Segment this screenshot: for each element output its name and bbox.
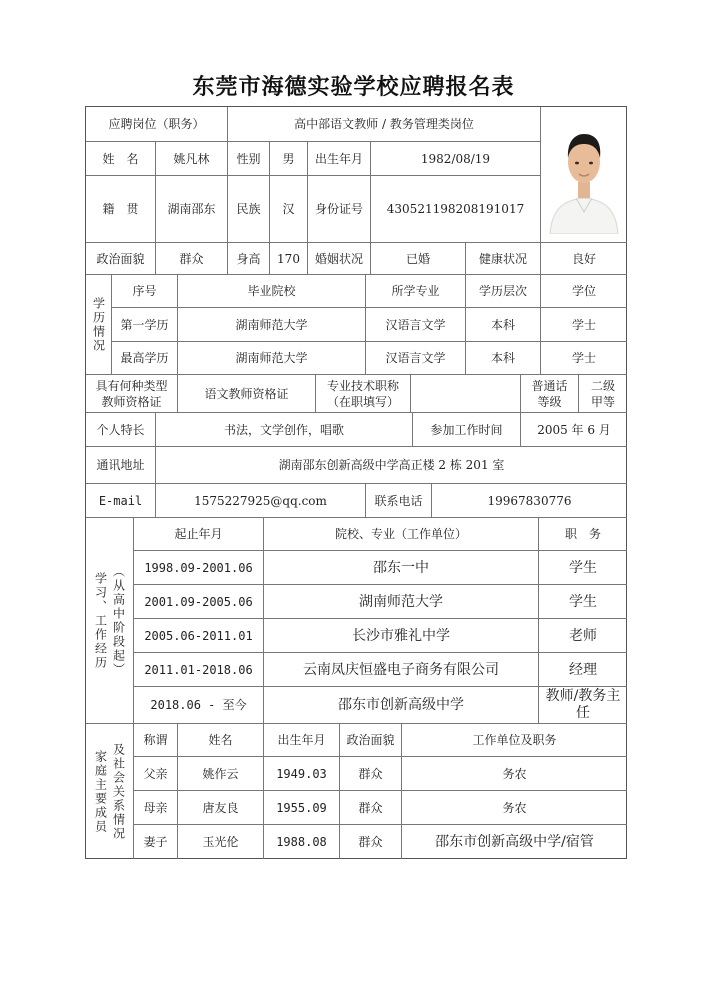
address-label: 通讯地址 [86,447,156,484]
exp-row-role: 老师 [539,619,627,653]
email-label: E-mail [86,484,156,518]
edu-row-major: 汉语言文学 [366,342,466,375]
health-label: 健康状况 [466,243,541,275]
family-label-main: 家庭主要成员 [93,749,108,834]
edu-row-major: 汉语言文学 [366,308,466,342]
work-start-label: 参加工作时间 [413,413,521,447]
family-row-relation: 母亲 [134,791,178,825]
experience-label-sub: （从高中阶段起） [111,564,126,677]
skills-label: 个人特长 [86,413,156,447]
family-row-relation: 父亲 [134,757,178,791]
exp-row-role: 教师/教务主任 [539,687,627,724]
family-header-relation: 称谓 [134,724,178,757]
family-row-political: 群众 [340,825,402,859]
mandarin-label-line1: 普通话 [531,378,568,393]
prof-title-label-line2: （在职填写） [326,394,399,409]
name-label: 姓 名 [86,142,156,176]
exp-row-institution: 邵东市创新高级中学 [264,687,539,724]
education-section-label: 学历情况 [86,275,112,375]
edu-header-major: 所学专业 [366,275,466,308]
family-row-political: 群众 [340,757,402,791]
political-value: 群众 [156,243,228,275]
edu-row-level: 本科 [466,342,541,375]
id-label: 身份证号 [308,176,371,243]
family-row-birth: 1955.09 [264,791,340,825]
prof-title-label-line1: 专业技术职称 [326,378,399,393]
exp-row-period: 2018.06 - 至今 [134,687,264,724]
edu-header-level: 学历层次 [466,275,541,308]
edu-row-degree: 学士 [541,342,627,375]
mandarin-value-line1: 二级 [590,378,615,393]
experience-section-label [86,518,134,724]
origin-value: 湖南邵东 [156,176,228,243]
gender-label: 性别 [228,142,270,176]
phone-label: 联系电话 [366,484,432,518]
prof-title-value [411,375,521,413]
address-value: 湖南邵东创新高级中学高正楼 2 栋 201 室 [156,447,627,484]
page-title: 东莞市海德实验学校应聘报名表 [192,75,515,100]
family-header-birth: 出生年月 [264,724,340,757]
marital-value: 已婚 [371,243,466,275]
edu-header-degree: 学位 [541,275,627,308]
qualification-value: 语文教师资格证 [178,375,316,413]
exp-row-period: 1998.09-2001.06 [134,551,264,585]
edu-row-school: 湖南师范大学 [178,342,366,375]
exp-row-institution: 长沙市雅礼中学 [264,619,539,653]
family-row-work: 邵东市创新高级中学/宿管 [435,834,594,850]
exp-row-period: 2005.06-2011.01 [134,619,264,653]
edu-row-school: 湖南师范大学 [178,308,366,342]
email-value: 1575227925@qq.com [156,484,366,518]
application-form [85,106,627,859]
position-value: 高中部语文教师 / 教务管理类岗位 [228,107,541,142]
family-row-relation: 妻子 [134,825,178,859]
id-value: 430521198208191017 [371,176,541,243]
origin-label: 籍 贯 [86,176,156,243]
exp-row-role: 经理 [539,653,627,687]
skills-value: 书法，文学创作，唱歌 [156,413,413,447]
exp-row-role: 学生 [539,551,627,585]
family-row-political: 群众 [340,791,402,825]
phone-value: 19967830776 [432,484,627,518]
family-header-name: 姓名 [178,724,264,757]
photo-cell [541,107,627,243]
family-row-name: 唐友良 [178,791,264,825]
exp-header-period: 起止年月 [134,518,264,551]
family-row-name: 姚作云 [178,757,264,791]
gender-value: 男 [270,142,308,176]
exp-header-role: 职 务 [539,518,627,551]
family-header-political: 政治面貌 [340,724,402,757]
edu-row-level: 本科 [466,308,541,342]
applicant-photo [546,116,622,234]
family-row-birth: 1988.08 [264,825,340,859]
family-header-work: 工作单位及职务 [402,724,627,757]
qualification-label [86,375,178,413]
family-section-label [86,724,134,859]
exp-row-institution: 云南凤庆恒盛电子商务有限公司 [264,653,539,687]
edu-header-seq: 序号 [112,275,178,308]
prof-title-label [316,375,411,413]
ethnic-label: 民族 [228,176,270,243]
name-value: 姚凡林 [156,142,228,176]
edu-row-type: 第一学历 [112,308,178,342]
exp-row-period: 2001.09-2005.06 [134,585,264,619]
mandarin-label [521,375,579,413]
mandarin-value [579,375,627,413]
qualification-label-line2: 教师资格证 [101,394,162,409]
exp-row-institution: 邵东一中 [264,551,539,585]
height-value: 170 [270,243,308,275]
experience-label-main: 学习、工作经历 [93,571,108,670]
birth-label: 出生年月 [308,142,371,176]
work-start-value: 2005 年 6 月 [521,413,627,447]
family-row-birth: 1949.03 [264,757,340,791]
family-label-sub: 及社会关系情况 [111,742,126,841]
height-label: 身高 [228,243,270,275]
position-label: 应聘岗位（职务） [86,107,228,142]
mandarin-value-line2: 甲等 [590,394,615,409]
edu-row-degree: 学士 [541,308,627,342]
exp-row-period: 2011.01-2018.06 [134,653,264,687]
mandarin-label-line2: 等级 [537,394,562,409]
family-row-work: 务农 [402,791,627,825]
political-label: 政治面貌 [86,243,156,275]
family-row-name: 玉光伦 [178,825,264,859]
family-row-work: 务农 [402,757,627,791]
qualification-label-line1: 具有何种类型 [95,378,168,393]
birth-value: 1982/08/19 [371,142,541,176]
edu-row-type: 最高学历 [112,342,178,375]
marital-label: 婚姻状况 [308,243,371,275]
exp-header-institution: 院校、专业（工作单位） [264,518,539,551]
edu-header-school: 毕业院校 [178,275,366,308]
exp-row-institution: 湖南师范大学 [264,585,539,619]
health-value: 良好 [541,243,627,275]
ethnic-value: 汉 [270,176,308,243]
exp-row-role: 学生 [539,585,627,619]
